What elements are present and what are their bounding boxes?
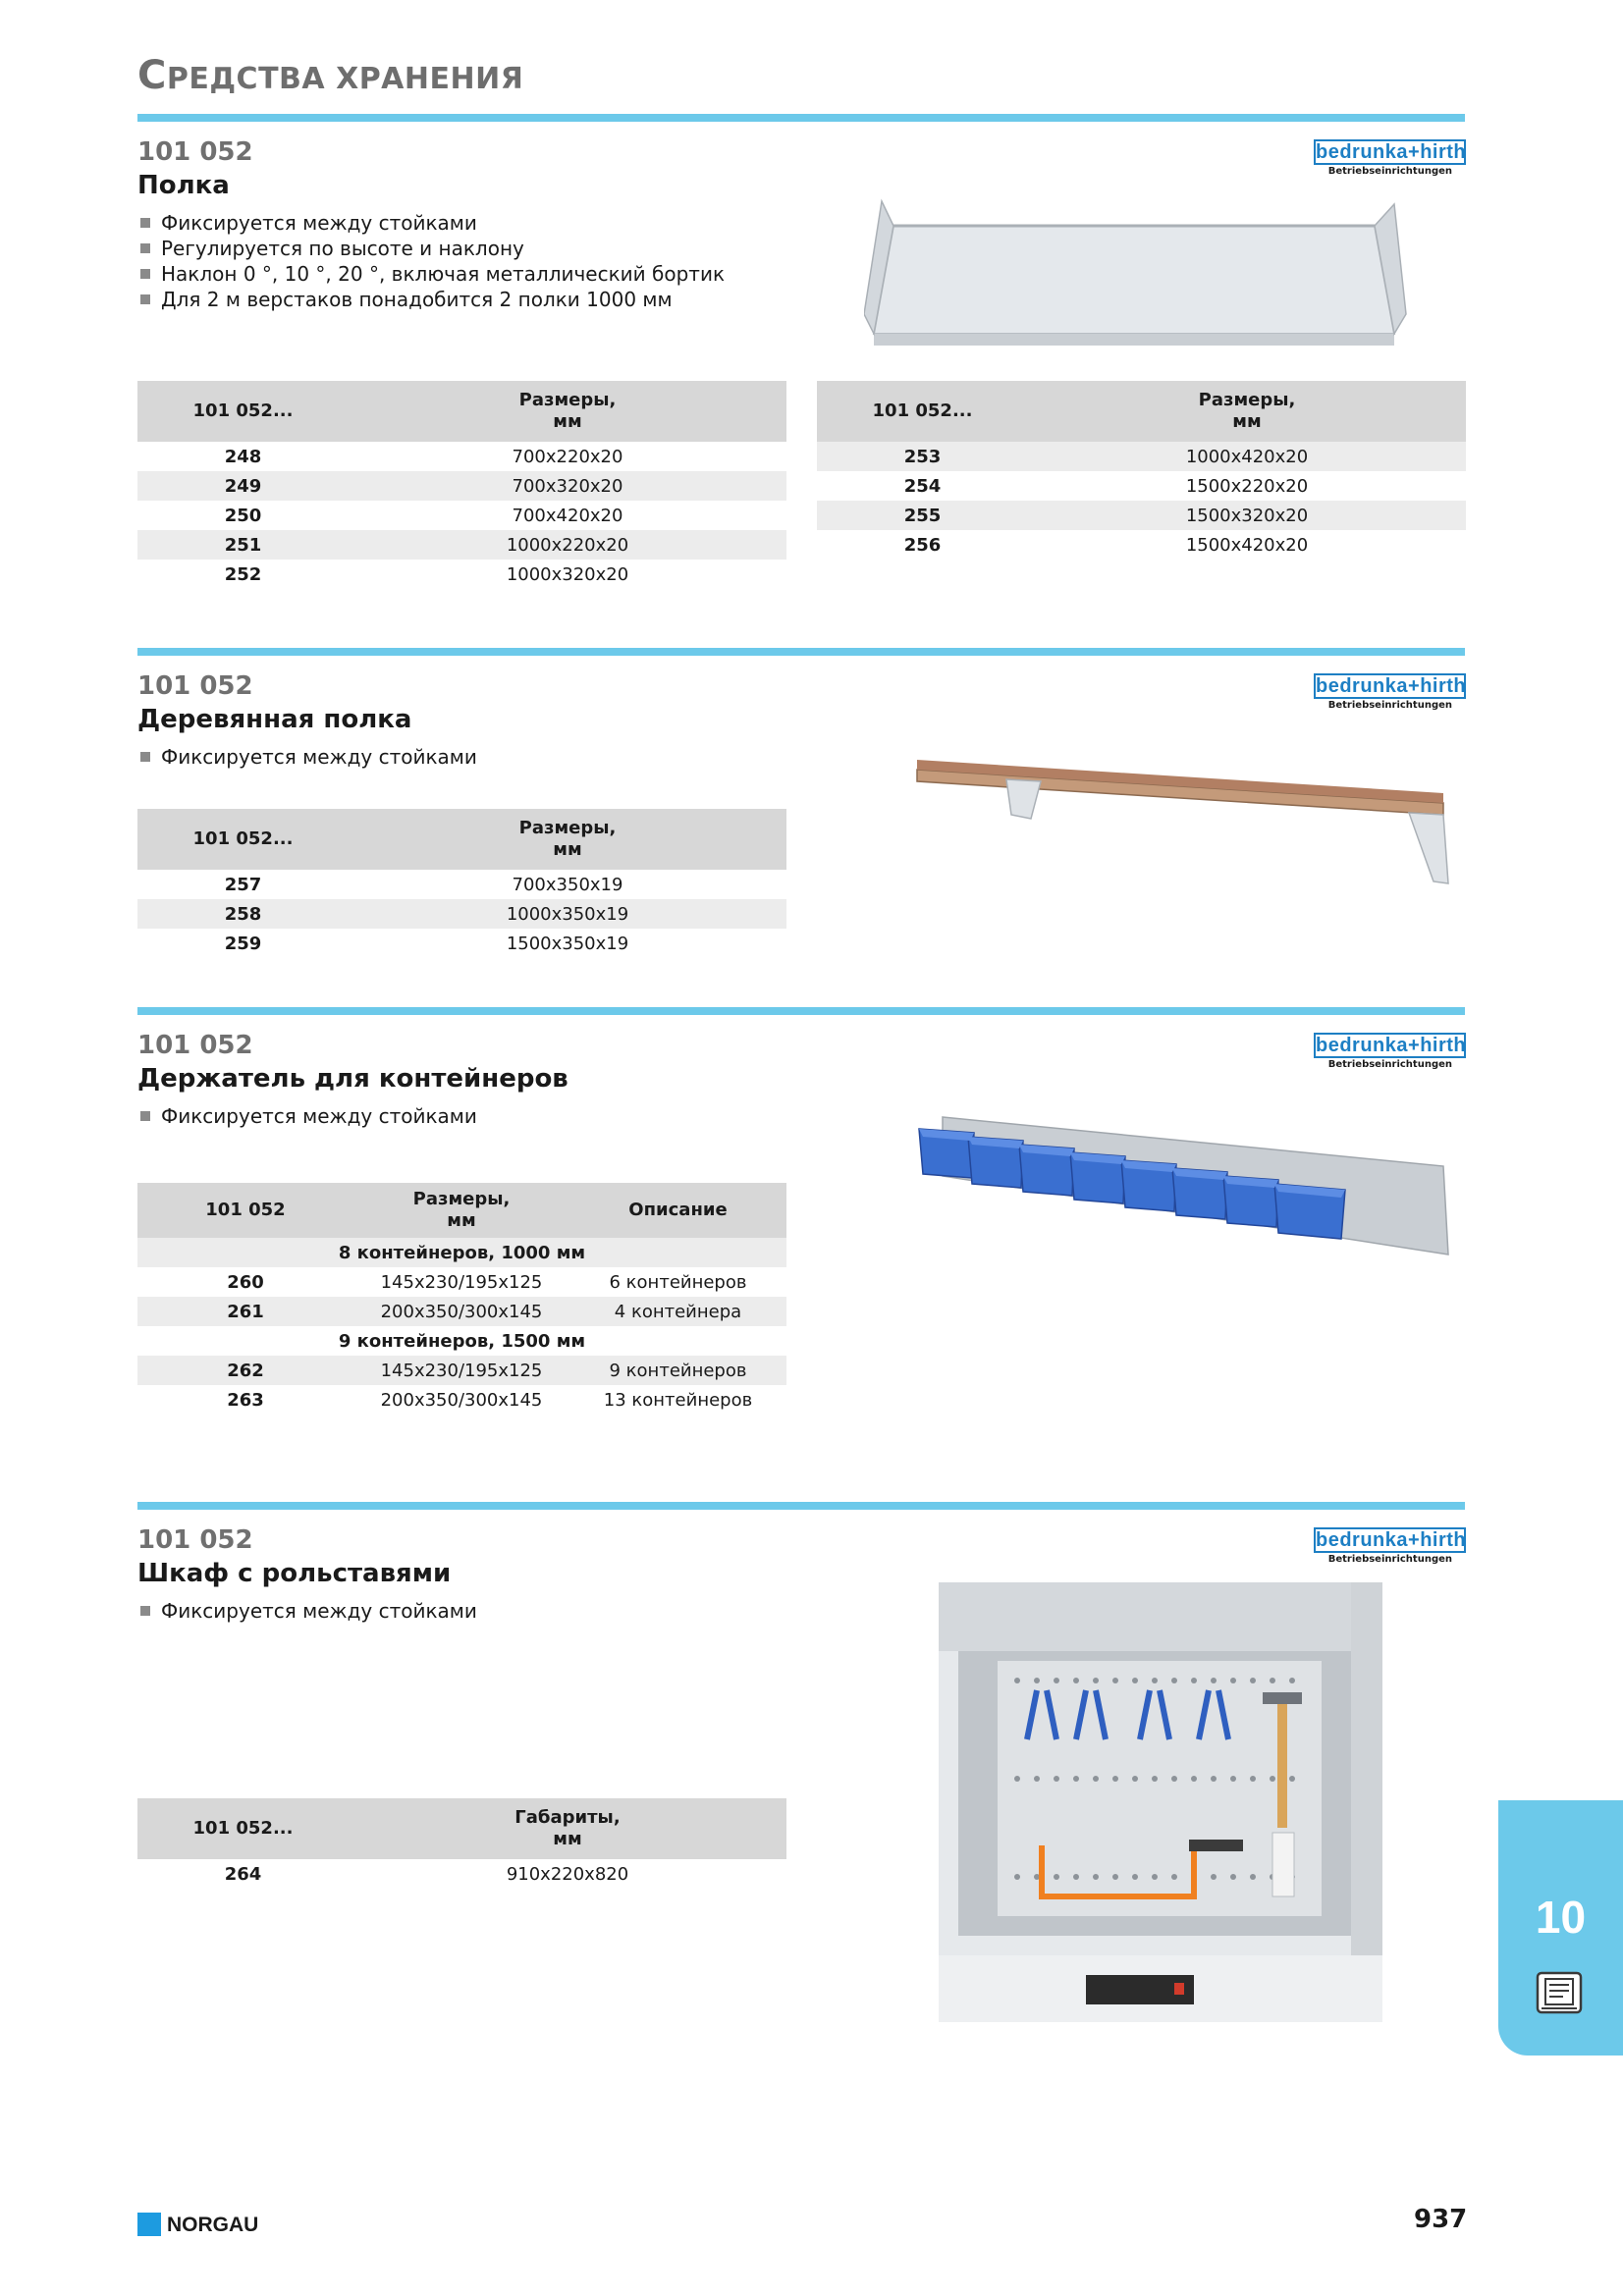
section-1-table-left (137, 381, 786, 589)
table-header-row (137, 1798, 786, 1859)
table-row (137, 1859, 786, 1889)
table-header-row (817, 381, 1466, 442)
cell-code: 250 (224, 505, 262, 526)
cell-size: 700x350x19 (512, 874, 623, 895)
cell-code: 256 (903, 534, 942, 556)
section-3-rule (137, 1007, 1465, 1015)
brand-name: bedrunka+hirth (1316, 1035, 1467, 1056)
col-header-size: Размеры, мм (349, 809, 786, 870)
cell-code: 264 (224, 1863, 262, 1885)
table-header-row (137, 381, 786, 442)
bullet-text: Фиксируется между стойками (161, 1104, 477, 1128)
brand-logo (1314, 139, 1467, 177)
bullet (137, 1103, 477, 1129)
section-4-bullets (137, 1598, 477, 1624)
section-4-name: Шкаф с рольставями (137, 1559, 452, 1588)
footer-logo-text: NORGAU (167, 2214, 259, 2236)
bullet (137, 287, 725, 312)
cell-size: 1000x220x20 (349, 530, 786, 560)
cell-size: 700x420x20 (512, 505, 623, 526)
cell-code: 249 (137, 471, 349, 501)
table-row (817, 501, 1466, 530)
page-number: 937 (1414, 2205, 1468, 2234)
table-row (137, 899, 786, 929)
section-4-code: 101 052 (137, 1525, 253, 1555)
cell-code: 259 (224, 933, 262, 954)
bullet-square-icon (140, 269, 150, 279)
col-header-code: 101 052... (817, 381, 1028, 442)
header-rule (137, 114, 1465, 122)
table-row (137, 1267, 786, 1297)
cell-code: 251 (137, 530, 349, 560)
bullet-text: Для 2 м верстаков понадобится 2 полки 1000 мм (161, 288, 673, 311)
cell-code: 258 (137, 899, 349, 929)
brand-sub: Betriebseinrichtungen (1327, 166, 1452, 177)
table-row (137, 1356, 786, 1385)
brand-sub: Betriebseinrichtungen (1327, 1554, 1452, 1565)
brand-sub: Betriebseinrichtungen (1327, 1059, 1452, 1070)
cell-size: 145x230/195x125 (353, 1356, 569, 1385)
bullet-square-icon (140, 1606, 150, 1616)
table-row (817, 442, 1466, 471)
brand-sub: Betriebseinrichtungen (1327, 700, 1452, 711)
bullet-square-icon (140, 1111, 150, 1121)
cell-size: 200x350/300x145 (353, 1297, 569, 1326)
cell-size: 200x350/300x145 (380, 1389, 543, 1411)
col-header-code: 101 052... (137, 1798, 349, 1859)
bullet-square-icon (140, 243, 150, 253)
cell-size: 1500x420x20 (1185, 534, 1309, 556)
section-2-rule (137, 648, 1465, 656)
cell-code: 248 (224, 446, 262, 467)
bullet-square-icon (140, 294, 150, 304)
cell-size: 910x220x820 (506, 1863, 629, 1885)
bullet-text: Фиксируется между стойками (161, 745, 477, 769)
table-row (137, 442, 786, 471)
roller-shutter-cabinet-image (939, 1582, 1382, 2022)
col-header-description: Описание (569, 1183, 786, 1238)
section-1-code: 101 052 (137, 137, 253, 167)
section-1-table-right (817, 381, 1466, 560)
group-label: 9 контейнеров, 1500 мм (338, 1330, 586, 1352)
table-row (137, 501, 786, 530)
section-4-table (137, 1798, 786, 1889)
col-header-dimensions: Габариты, мм (349, 1798, 786, 1859)
col-header-size: Размеры, мм (1028, 381, 1466, 442)
cell-size: 1000x320x20 (506, 563, 629, 585)
table-row (137, 929, 786, 958)
cell-code: 262 (137, 1356, 353, 1385)
cell-code: 263 (227, 1389, 264, 1411)
section-1-name: Полка (137, 171, 230, 200)
group-label: 8 контейнеров, 1000 мм (137, 1238, 786, 1267)
cell-code: 254 (903, 475, 942, 497)
section-2-code: 101 052 (137, 671, 253, 701)
cell-size: 1000x350x19 (349, 899, 786, 929)
section-4-rule (137, 1502, 1465, 1510)
bullet-square-icon (140, 218, 150, 228)
cell-code: 261 (137, 1297, 353, 1326)
brand-name: bedrunka+hirth (1316, 675, 1467, 697)
table-group-row (137, 1326, 786, 1356)
table-group-row (137, 1238, 786, 1267)
page-title-rest: РЕДСТВА ХРАНЕНИЯ (166, 62, 524, 96)
wooden-shelf-image (913, 756, 1453, 893)
brand-logo (1314, 673, 1467, 711)
bullet-text: Фиксируется между стойками (161, 211, 477, 235)
cell-description: 6 контейнеров (609, 1271, 747, 1293)
col-header-size: Размеры, мм (349, 381, 786, 442)
table-header-row (137, 1183, 786, 1238)
chapter-tab[interactable] (1498, 1800, 1623, 2056)
container-holder-image (913, 1107, 1453, 1284)
table-row (137, 530, 786, 560)
page-title (137, 53, 523, 98)
cell-size: 145x230/195x125 (380, 1271, 543, 1293)
cell-code: 252 (224, 563, 262, 585)
bullet-text: Наклон 0 °, 10 °, 20 °, включая металлический бортик (161, 262, 726, 286)
cell-code: 255 (817, 501, 1028, 530)
brand-logo (1314, 1527, 1467, 1565)
section-2-name: Деревянная полка (137, 705, 412, 734)
bullet (137, 1598, 477, 1624)
cell-size: 1000x420x20 (1028, 442, 1466, 471)
bullet (137, 236, 725, 261)
cell-description: 4 контейнера (569, 1297, 786, 1326)
col-header-code: 101 052... (137, 809, 349, 870)
col-header-size: Размеры, мм (353, 1183, 569, 1238)
bullet-text: Фиксируется между стойками (161, 1599, 477, 1623)
section-2-bullets (137, 744, 477, 770)
brand-logo (1314, 1033, 1467, 1070)
cell-description: 13 контейнеров (603, 1389, 753, 1411)
cell-size: 1500x220x20 (1185, 475, 1309, 497)
section-1-bullets (137, 210, 725, 312)
table-row (817, 471, 1466, 501)
col-header-code: 101 052... (137, 381, 349, 442)
norgau-square-icon (137, 2213, 161, 2236)
cabinet-icon (1534, 1969, 1585, 2016)
table-row (137, 1385, 786, 1415)
cell-size: 700x320x20 (349, 471, 786, 501)
cell-code: 253 (817, 442, 1028, 471)
bullet-square-icon (140, 752, 150, 762)
cell-size: 1500x350x19 (506, 933, 629, 954)
brand-name: bedrunka+hirth (1316, 141, 1467, 163)
section-3-code: 101 052 (137, 1031, 253, 1060)
cell-code: 257 (224, 874, 262, 895)
bullet (137, 210, 725, 236)
brand-name: bedrunka+hirth (1316, 1529, 1467, 1551)
table-row (137, 560, 786, 589)
metal-shelf-image (864, 196, 1414, 353)
table-row (137, 870, 786, 899)
table-row (137, 1297, 786, 1326)
cell-code: 260 (227, 1271, 264, 1293)
col-header-code: 101 052 (137, 1183, 353, 1238)
bullet-text: Регулируется по высоте и наклону (161, 237, 524, 260)
section-2-table (137, 809, 786, 958)
bullet (137, 261, 725, 287)
cell-size: 700x220x20 (512, 446, 623, 467)
page-title-initial: С (137, 53, 167, 98)
bullet (137, 744, 477, 770)
cell-size: 1500x320x20 (1028, 501, 1466, 530)
table-row (137, 471, 786, 501)
table-header-row (137, 809, 786, 870)
chapter-number: 10 (1535, 1892, 1587, 1943)
table-row (817, 530, 1466, 560)
cell-description: 9 контейнеров (569, 1356, 786, 1385)
section-3-bullets (137, 1103, 477, 1129)
section-3-table (137, 1183, 786, 1415)
section-3-name: Держатель для контейнеров (137, 1064, 568, 1094)
